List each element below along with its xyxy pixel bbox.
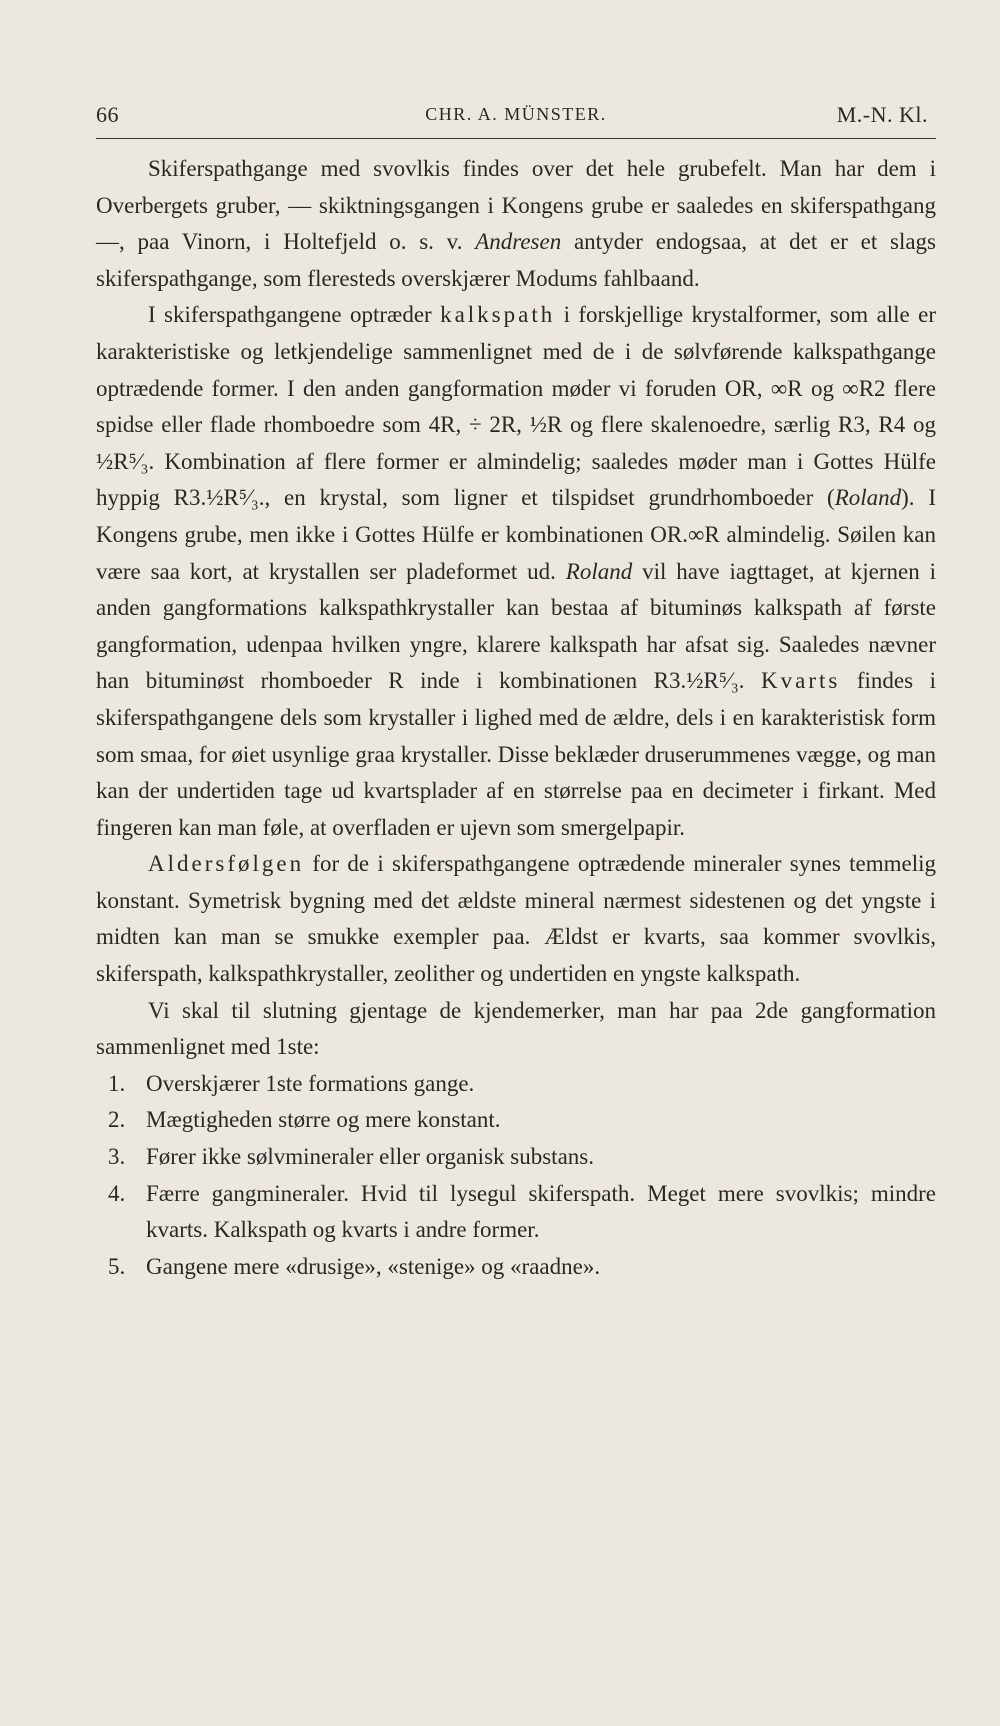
text-run: vil have iagttaget, at kjernen i anden gangformations kalkspathkrystaller kan bestaa af bituminøs kalkspath af første gangformation, udenpaa hvilken yngre, klarere kalkspath har afsat sig. Saaledes nævner han bituminøst rhomboeder R inde i kombinationen R3.½R⁵⁄₃.: [96, 558, 936, 694]
list-item: [96, 1066, 936, 1103]
page: [96, 96, 936, 1285]
body-text: [96, 151, 936, 1066]
author-name-andresen: Andresen: [475, 229, 562, 255]
list-number: 1.: [108, 1070, 126, 1096]
text-run: Vi skal til slutning gjentage de kjendemerker, man har paa 2de gangformation sammenlignet med 1ste:: [96, 997, 936, 1060]
text-run: findes i skiferspathgangene dels som krystaller i lighed med de ældre, dels i en karakteristisk form som smaa, for øiet usynlige graa krystaller. Disse beklæder druserummenes vægge, og man kan der undertiden tage ud kvartsplader af en størrelse paa en decimeter i firkant. Med fingeren kan man føle, at overfladen er ujevn som smergelpapir.: [96, 668, 936, 840]
list-item: [96, 1176, 936, 1249]
list-item: [96, 1249, 936, 1286]
page-number: 66: [96, 102, 119, 127]
list-text: Mægtigheden større og mere konstant.: [146, 1107, 501, 1133]
text-run: ). I Kongens grube, men ikke i Gottes Hülfe er kombinationen OR.∞R almindelig. Søilen kan være saa kort, at krystallen ser pladeformet ud.: [96, 485, 936, 584]
text-run: antyder endogsaa, at det er et slags skiferspathgange, som fleresteds overskjærer Modums fahlbaand.: [96, 229, 936, 291]
text-run: i forskjellige krystalformer, som alle er karakteristiske og letkjendelige sammenlignet med de i de sølvførende kalkspathgange optrædende former. I den anden gangformation møder vi foruden OR, ∞R og ∞R2 flere spidse eller flade rhomboedre som 4R, ÷ 2R, ½R og flere skalenoedre, særlig R3, R4 og ½R⁵⁄₃. Kombination af flere former er almindelig; saaledes møder man i Gottes Hülfe hyppig R3.½R⁵⁄₃., en krystal, som ligner et tilspidset grundrhomboeder (: [96, 302, 936, 511]
section-label: M.-N. Kl.: [836, 102, 928, 127]
list-text: Gangene mere «drusige», «stenige» og «raadne».: [146, 1253, 601, 1279]
paragraph: [96, 846, 936, 992]
list-number: 5.: [108, 1253, 126, 1279]
author-name-roland: Roland: [834, 485, 902, 511]
text-run: I skiferspathgangene optræder: [148, 302, 441, 328]
paragraph: [96, 297, 936, 846]
criteria-list: [96, 1066, 936, 1286]
list-text: Overskjærer 1ste formations gange.: [146, 1070, 475, 1096]
spaced-term-kalkspath: kalkspath: [440, 302, 556, 328]
text-run: for de i skiferspathgangene optrædende mineraler synes temmelig konstant. Symetrisk bygning med det ældste mineral nærmest sidestenen og det yngste i midten kan man se smukke exempler paa. Ældst er kvarts, saa kommer svovlkis, skiferspath, kalkspathkrystaller, zeolither og undertiden en yngste kalkspath.: [96, 851, 936, 987]
list-text: Fører ikke sølvmineraler eller organisk substans.: [146, 1144, 594, 1170]
paragraph: [96, 151, 936, 297]
running-title: CHR. A. MÜNSTER.: [425, 104, 607, 124]
spaced-term-kvarts: Kvarts: [761, 668, 841, 694]
list-number: 4.: [108, 1180, 126, 1206]
running-header: [96, 96, 936, 132]
list-item: [96, 1102, 936, 1139]
spaced-term-aldersfolgen: Aldersfølgen: [148, 851, 305, 877]
list-item: [96, 1139, 936, 1176]
list-number: 2.: [108, 1107, 126, 1133]
list-text: Færre gangmineraler. Hvid til lysegul skiferspath. Meget mere svovlkis; mindre kvarts. Kalkspath og kvarts i andre former.: [146, 1180, 936, 1243]
list-number: 3.: [108, 1144, 126, 1170]
text-run: Skiferspathgange med svovlkis findes over det hele grubefelt. Man har dem i Overbergets gruber, — skiktningsgangen i Kongens grube er saaledes en skiferspathgang —, paa Vinorn, i Holtefjeld o. s. v.: [96, 156, 936, 255]
paragraph: [96, 993, 936, 1066]
author-name-roland: Roland: [565, 558, 633, 584]
header-rule: [96, 138, 936, 139]
